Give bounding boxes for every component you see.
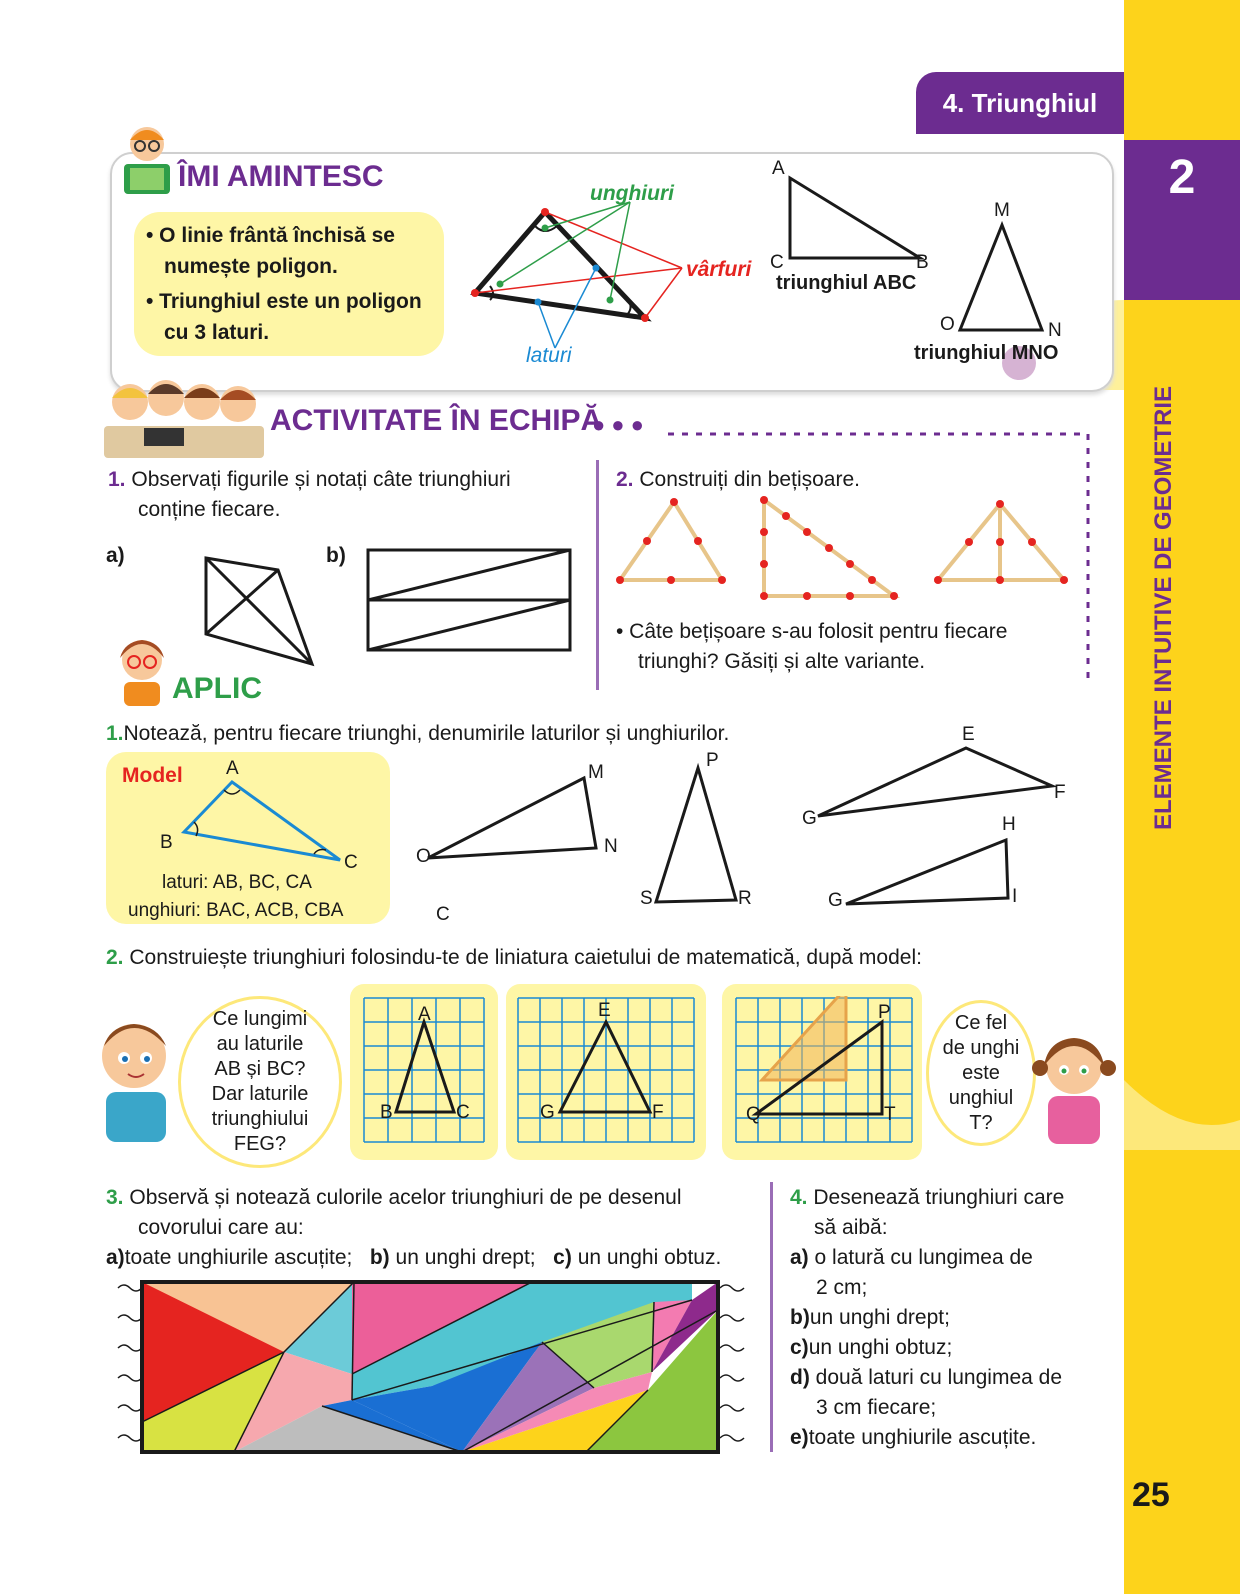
- apply-title: APLIC: [172, 672, 262, 705]
- carpet-drawing: [112, 1276, 748, 1458]
- figure-b: [366, 548, 572, 654]
- ex3: 3. Observă și notează culorile acelor triunghiuri de pe desenul: [106, 1186, 682, 1209]
- sidebar-wave: [1124, 1080, 1240, 1150]
- pt-o: O: [940, 314, 955, 335]
- figure-a: [196, 550, 320, 670]
- model-b: B: [160, 832, 173, 853]
- bubble-left: Ce lungimi au laturile AB și BC? Dar laturile triunghiului FEG?: [178, 996, 342, 1168]
- boy-thinking-icon: [92, 1016, 178, 1144]
- triangle-abc: [780, 170, 930, 270]
- tri-h: H: [1002, 814, 1016, 835]
- triangle-mno: [950, 220, 1060, 340]
- ex4-b: b)un unghi drept;: [790, 1306, 950, 1329]
- grid2-g: G: [540, 1102, 555, 1123]
- label-b: b): [326, 544, 346, 567]
- grid1-b: B: [380, 1102, 393, 1123]
- dots: ●●●: [592, 412, 650, 437]
- matchstick-triangles: [612, 494, 1072, 606]
- grid2-f: F: [652, 1102, 664, 1123]
- girl-magnifier-icon: [110, 634, 174, 708]
- team-kids-icon: [104, 374, 264, 458]
- tri-s: S: [640, 888, 653, 909]
- team-q2-bullet: • Câte bețișoare s-au folosit pentru fiecare: [616, 620, 1008, 643]
- grid3-t: T: [884, 1104, 896, 1125]
- team-q1: 1. Observați figurile și notați câte triunghiuri: [108, 468, 511, 491]
- pt-b: B: [916, 252, 929, 273]
- model-laturi: laturi: AB, BC, CA: [162, 872, 312, 893]
- team-q2-bullet-2: triunghi? Găsiți și alte variante.: [638, 650, 926, 673]
- ex3-options: a)toate unghiurile ascuțite; b) un unghi drept; c) un unghi obtuz.: [106, 1246, 722, 1269]
- unit-number: 2: [1124, 140, 1240, 300]
- model-a: A: [226, 758, 239, 779]
- bullet-2a: • Triunghiul este un poligon: [146, 290, 422, 313]
- team-q1-line2: conține fiecare.: [138, 498, 281, 521]
- label-a: a): [106, 544, 125, 567]
- tri-r: R: [738, 888, 752, 909]
- model-label: Model: [122, 764, 183, 787]
- label-laturi: laturi: [526, 344, 572, 367]
- ex4-divider: [770, 1182, 773, 1452]
- triangle-efg: [810, 744, 1060, 824]
- triangle-psr: [648, 762, 744, 906]
- team-divider: [596, 460, 599, 690]
- ex4-a2: 2 cm;: [816, 1276, 868, 1299]
- ex3-line2: covorului care au:: [138, 1216, 304, 1239]
- team-title: ACTIVITATE ÎN ECHIPĂ: [270, 404, 603, 437]
- model-triangle: [176, 776, 346, 866]
- stray-c: C: [436, 904, 450, 925]
- ex1: 1.Notează, pentru fiecare triunghi, denumirile laturilor și unghiurilor.: [106, 722, 730, 745]
- triangle-omn: [420, 772, 610, 864]
- pt-n: N: [1048, 320, 1062, 341]
- caption-mno: triunghiul MNO: [914, 342, 1059, 364]
- bullet-1a: • O linie frântă închisă se: [146, 224, 395, 247]
- tri-n: N: [604, 836, 618, 857]
- unit-title: ELEMENTE INTUITIVE DE GEOMETRIE: [1150, 385, 1177, 830]
- bubble-right: Ce fel de unghi este unghiul T?: [926, 1000, 1036, 1146]
- remember-title: ÎMI AMINTESC: [178, 160, 384, 193]
- triangle-ghi: [840, 836, 1016, 910]
- page-number: 25: [1132, 1476, 1170, 1514]
- bullet-1b: numește poligon.: [164, 255, 338, 278]
- tri-i: I: [1012, 886, 1018, 907]
- caption-abc: triunghiul ABC: [776, 272, 917, 294]
- pt-m: M: [994, 200, 1010, 221]
- chapter-tab: 4. Triunghiul: [916, 72, 1124, 134]
- ex4-c: c)un unghi obtuz;: [790, 1336, 953, 1359]
- ex4-e: e)toate unghiurile ascuțite.: [790, 1426, 1037, 1449]
- tri-p: P: [706, 750, 719, 771]
- grid1-c: C: [456, 1102, 470, 1123]
- label-varfuri: vârfuri: [686, 258, 752, 281]
- grid2-e: E: [598, 1000, 611, 1021]
- reading-kid-icon: [118, 122, 176, 200]
- tri-f: F: [1054, 782, 1066, 803]
- pt-c: C: [770, 252, 784, 273]
- tri-g2: G: [828, 890, 843, 911]
- label-unghiuri: unghiuri: [590, 182, 674, 205]
- bullet-2b: cu 3 laturi.: [164, 321, 270, 344]
- tri-o: O: [416, 846, 431, 867]
- grid3-q: Q: [746, 1104, 761, 1125]
- pt-a: A: [772, 158, 785, 179]
- team-q2: 2. Construiți din bețișoare.: [616, 468, 860, 491]
- grid1-a: A: [418, 1004, 431, 1025]
- ex4-d: d) două laturi cu lungimea de: [790, 1366, 1063, 1389]
- model-c: C: [344, 852, 358, 873]
- ex4-line2: să aibă:: [814, 1216, 888, 1239]
- tri-m: M: [588, 762, 604, 783]
- tri-g: G: [802, 808, 817, 829]
- ex2: 2. Construiește triunghiuri folosindu-te de liniatura caietului de matematică, după model:: [106, 946, 922, 969]
- ex4-d2: 3 cm fiecare;: [816, 1396, 937, 1419]
- model-unghiuri: unghiuri: BAC, ACB, CBA: [128, 900, 344, 921]
- ex4-a: a) o latură cu lungimea de: [790, 1246, 1033, 1269]
- girl-icon: [1030, 1030, 1116, 1148]
- tri-e: E: [962, 724, 975, 745]
- grid3-p: P: [878, 1002, 891, 1023]
- ex4: 4. Desenează triunghiuri care: [790, 1186, 1065, 1209]
